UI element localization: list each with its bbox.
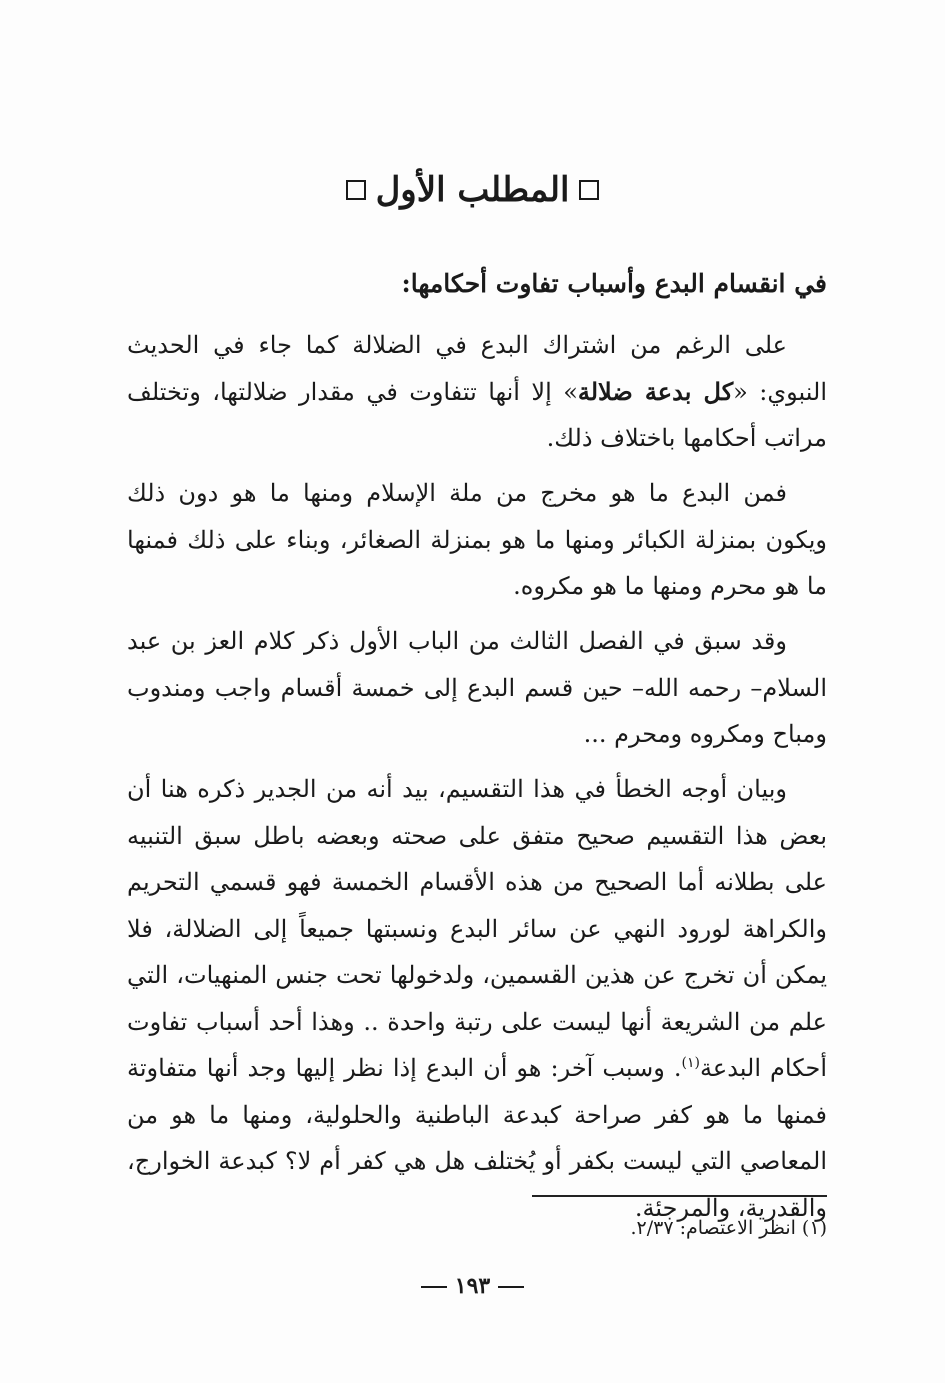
paragraph-1-text-b: » إلا أنها تتفاوت في مقدار ضلالتها، وتختلف مراتب أحكامها باختلاف ذلك.: [127, 377, 827, 452]
paragraph-1-text-a: على الرغم من اشتراك البدع في الضلالة كما جاء في الحديث النبوي: «: [127, 331, 828, 406]
subheading: في انقسام البدع وأسباب تفاوت أحكامها:: [401, 269, 827, 298]
section-title-text: المطلب الأول: [375, 170, 570, 210]
paragraph-4: [127, 766, 827, 1231]
square-ornament-icon: [579, 180, 599, 200]
dash-ornament: [498, 1286, 524, 1288]
paragraph-4-text-b: . وسبب آخر: هو أن البدع إذا نظر إليها وجد أنها متفاوتة فمنها ما هو كفر صراحة كبدعة الباطنية والحلولية، ومنها ما هو من المعاصي التي ليست بكفر أو يُختلف هل هي كفر أم لا؟ كبدعة الخوارج، والقدرية، والمرجئة.: [127, 1054, 827, 1222]
page-number: [0, 1270, 945, 1302]
paragraph-2-text: فمن البدع ما هو مخرج من ملة الإسلام ومنها ما هو دون ذلك ويكون بمنزلة الكبائر ومنها ما هو بمنزلة الصغائر، وبناء على ذلك فمنها ما هو محرم ومنها ما هو مكروه.: [127, 479, 827, 600]
footnote-reference[interactable]: (١): [681, 1055, 701, 1071]
section-title: [0, 168, 945, 212]
paragraph-4-text-a: وبيان أوجه الخطأ في هذا التقسيم، بيد أنه من الجدير ذكره هنا أن بعض هذا التقسيم صحيح متفق على صحته وبعضه باطل سبق التنبيه على بطلانه أما الصحيح من هذه الأقسام الخمسة فهو قسمي التحريم والكراهة لورود النهي عن سائر البدع ونسبتها جميعاً إلى الضلالة، فلا يمكن أن تخرج عن هذين القسمين، ولدخولها تحت جنس المنهيات، التي علم من الشريعة أنها ليست على رتبة واحدة .. وهذا أحد أسباب تفاوت أحكام البدعة: [127, 775, 827, 1082]
paragraph-3-text: وقد سبق في الفصل الثالث من الباب الأول ذكر كلام العز بن عبد السلام– رحمه الله– حين قسم البدع إلى خمسة أقسام واجب ومندوب ومباح ومكروه ومحرم ...: [127, 627, 827, 748]
dash-ornament: [421, 1286, 447, 1288]
page-number-text: ١٩٣: [454, 1273, 491, 1299]
footnote-divider: [532, 1195, 827, 1197]
paragraph-2: [127, 470, 827, 610]
hadith-quote: كل بدعة ضلالة: [577, 376, 734, 406]
paragraph-3: [127, 618, 827, 758]
square-ornament-icon: [346, 180, 366, 200]
footnote: (١) انظر الاعتصام: ٢/٣٧.: [630, 1217, 827, 1239]
paragraph-1: [127, 322, 827, 462]
